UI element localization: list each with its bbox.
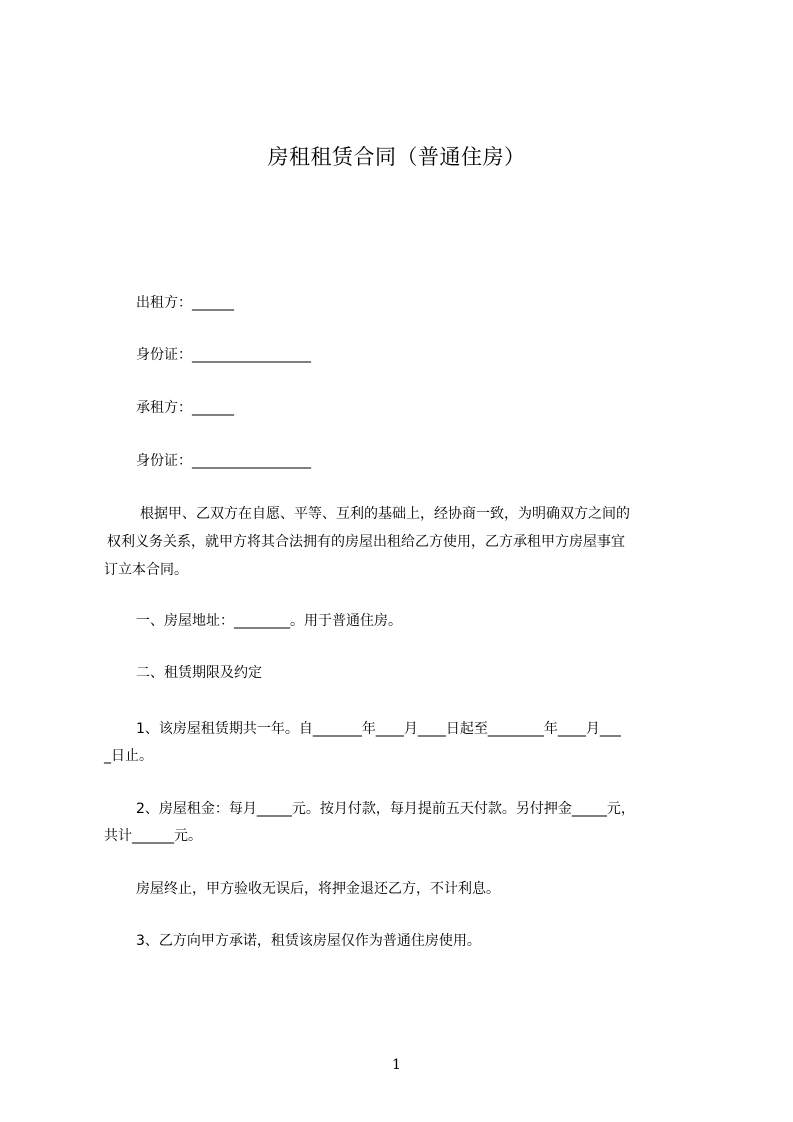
intro-line-3: 订立本合同。 <box>104 562 188 578</box>
clause-rent-line-2: 共计______元。 <box>104 828 202 844</box>
lessee-id-field: 身份证：_________________ <box>136 453 311 469</box>
lessor-field: 出租方：______ <box>136 295 234 311</box>
clause-rent-line-1: 2、房屋租金：每月_____元。按月付款，每月提前五天付款。另付押金_____元， <box>136 801 635 817</box>
clause-residential-use: 3、乙方向甲方承诺，租赁该房屋仅作为普通住房使用。 <box>136 933 481 949</box>
document-title: 房租租赁合同（普通住房） <box>267 145 526 169</box>
deposit-return-clause: 房屋终止，甲方验收无误后，将押金退还乙方，不计利息。 <box>136 881 500 897</box>
clause-lease-period-line-1: 1、该房屋租赁期共一年。自_______年____月____日起至________年____月___ <box>136 721 621 737</box>
intro-line-1: 根据甲、乙双方在自愿、平等、互利的基础上，经协商一致，为明确双方之间的 <box>140 506 630 522</box>
lessee-field: 承租方：______ <box>136 400 234 416</box>
clause-lease-period-line-2: _日止。 <box>104 748 153 764</box>
lessor-id-field: 身份证：_________________ <box>136 347 311 363</box>
section-lease-term-heading: 二、租赁期限及约定 <box>136 665 262 681</box>
section-house-address: 一、房屋地址：________。用于普通住房。 <box>136 613 402 629</box>
intro-line-2: 权利义务关系，就甲方将其合法拥有的房屋出租给乙方使用，乙方承租甲方房屋事宜 <box>107 534 625 550</box>
page-number: 1 <box>392 1057 401 1073</box>
